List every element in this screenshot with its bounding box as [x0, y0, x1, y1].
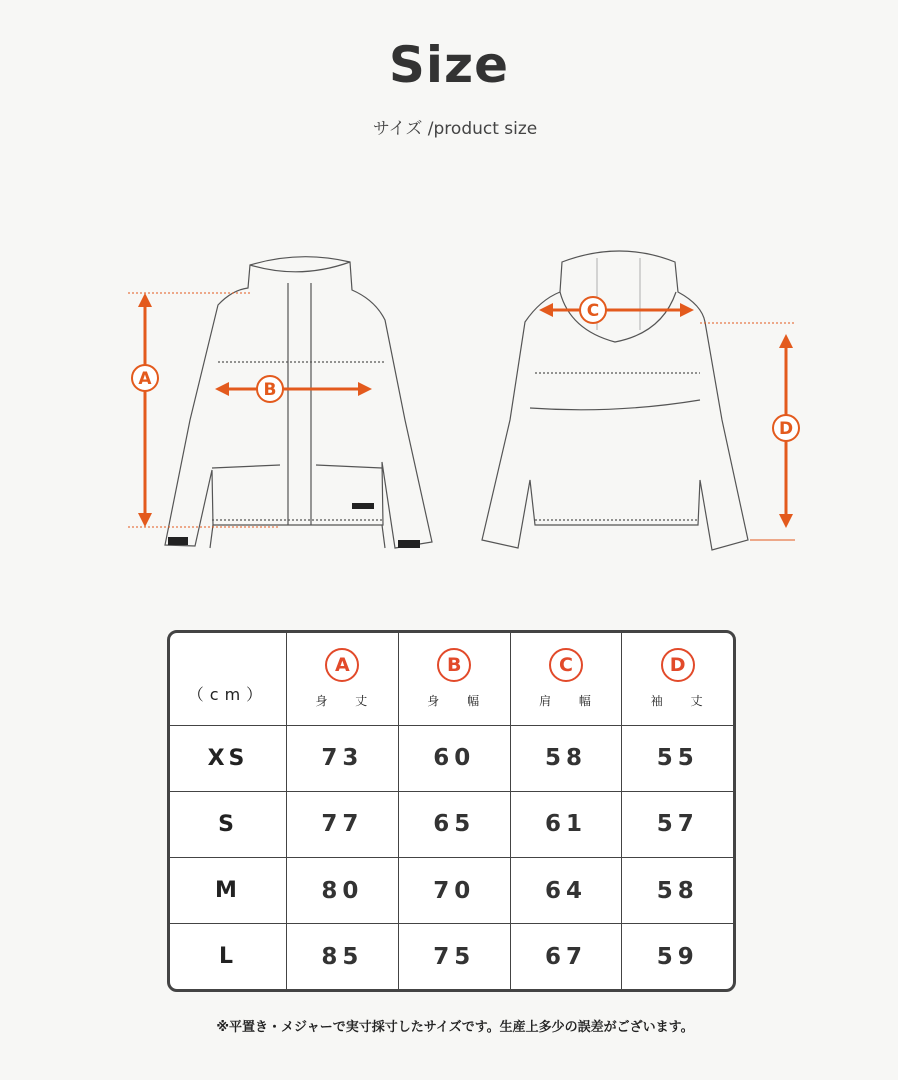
table-row [170, 725, 733, 791]
table-cell: 55 [622, 725, 733, 791]
column-header-a [287, 633, 399, 725]
front-jacket-outline [165, 257, 432, 548]
table-cell: 65 [398, 791, 510, 857]
column-label: 肩 幅 [539, 694, 603, 709]
column-label: 身 丈 [315, 694, 380, 709]
table-cell: 59 [622, 924, 733, 989]
table-cell: 80 [287, 858, 399, 924]
back-hood [560, 292, 676, 342]
back-jacket-outline [482, 251, 748, 550]
size-label: L [170, 924, 287, 989]
table-cell: 73 [287, 725, 399, 791]
table-cell: 64 [510, 858, 622, 924]
table-row [170, 791, 733, 857]
table-cell: 70 [398, 858, 510, 924]
front-hood [250, 262, 350, 272]
table-cell: 57 [622, 791, 733, 857]
badge-c: C [549, 648, 583, 682]
svg-text:A: A [138, 369, 152, 389]
column-header-d [622, 633, 733, 725]
table-cell: 67 [510, 924, 622, 989]
table-cell: 58 [622, 858, 733, 924]
badge-d: D [661, 648, 695, 682]
svg-text:C: C [586, 301, 600, 321]
column-label: 身 幅 [427, 694, 492, 709]
table-cell: 85 [287, 924, 399, 989]
column-label: 袖 丈 [650, 694, 715, 709]
table-header-row [170, 633, 733, 725]
table-cell: 77 [287, 791, 399, 857]
table-cell: 58 [510, 725, 622, 791]
size-label: XS [170, 725, 287, 791]
table-cell: 61 [510, 791, 622, 857]
table-cell: 60 [398, 725, 510, 791]
marker-c [580, 297, 606, 323]
badge-b: B [437, 648, 471, 682]
table-row [170, 858, 733, 924]
size-label: M [170, 858, 287, 924]
marker-b [257, 376, 283, 402]
measurement-note: ※平置き・メジャーで実寸採寸したサイズです。生産上多少の誤差がございます。 [216, 1020, 694, 1035]
badge-a: A [325, 648, 359, 682]
table-cell: 75 [398, 924, 510, 989]
column-header-c [510, 633, 622, 725]
marker-a [132, 365, 158, 391]
page-title: Size [388, 36, 510, 94]
svg-text:B: B [263, 380, 277, 400]
unit-label: （cm） [170, 633, 287, 725]
table-row [170, 924, 733, 989]
size-table [167, 630, 736, 992]
column-header-b [398, 633, 510, 725]
svg-text:D: D [778, 419, 794, 439]
size-label: S [170, 791, 287, 857]
marker-d [773, 415, 799, 441]
page-subtitle: サイズ /product size [372, 119, 538, 139]
